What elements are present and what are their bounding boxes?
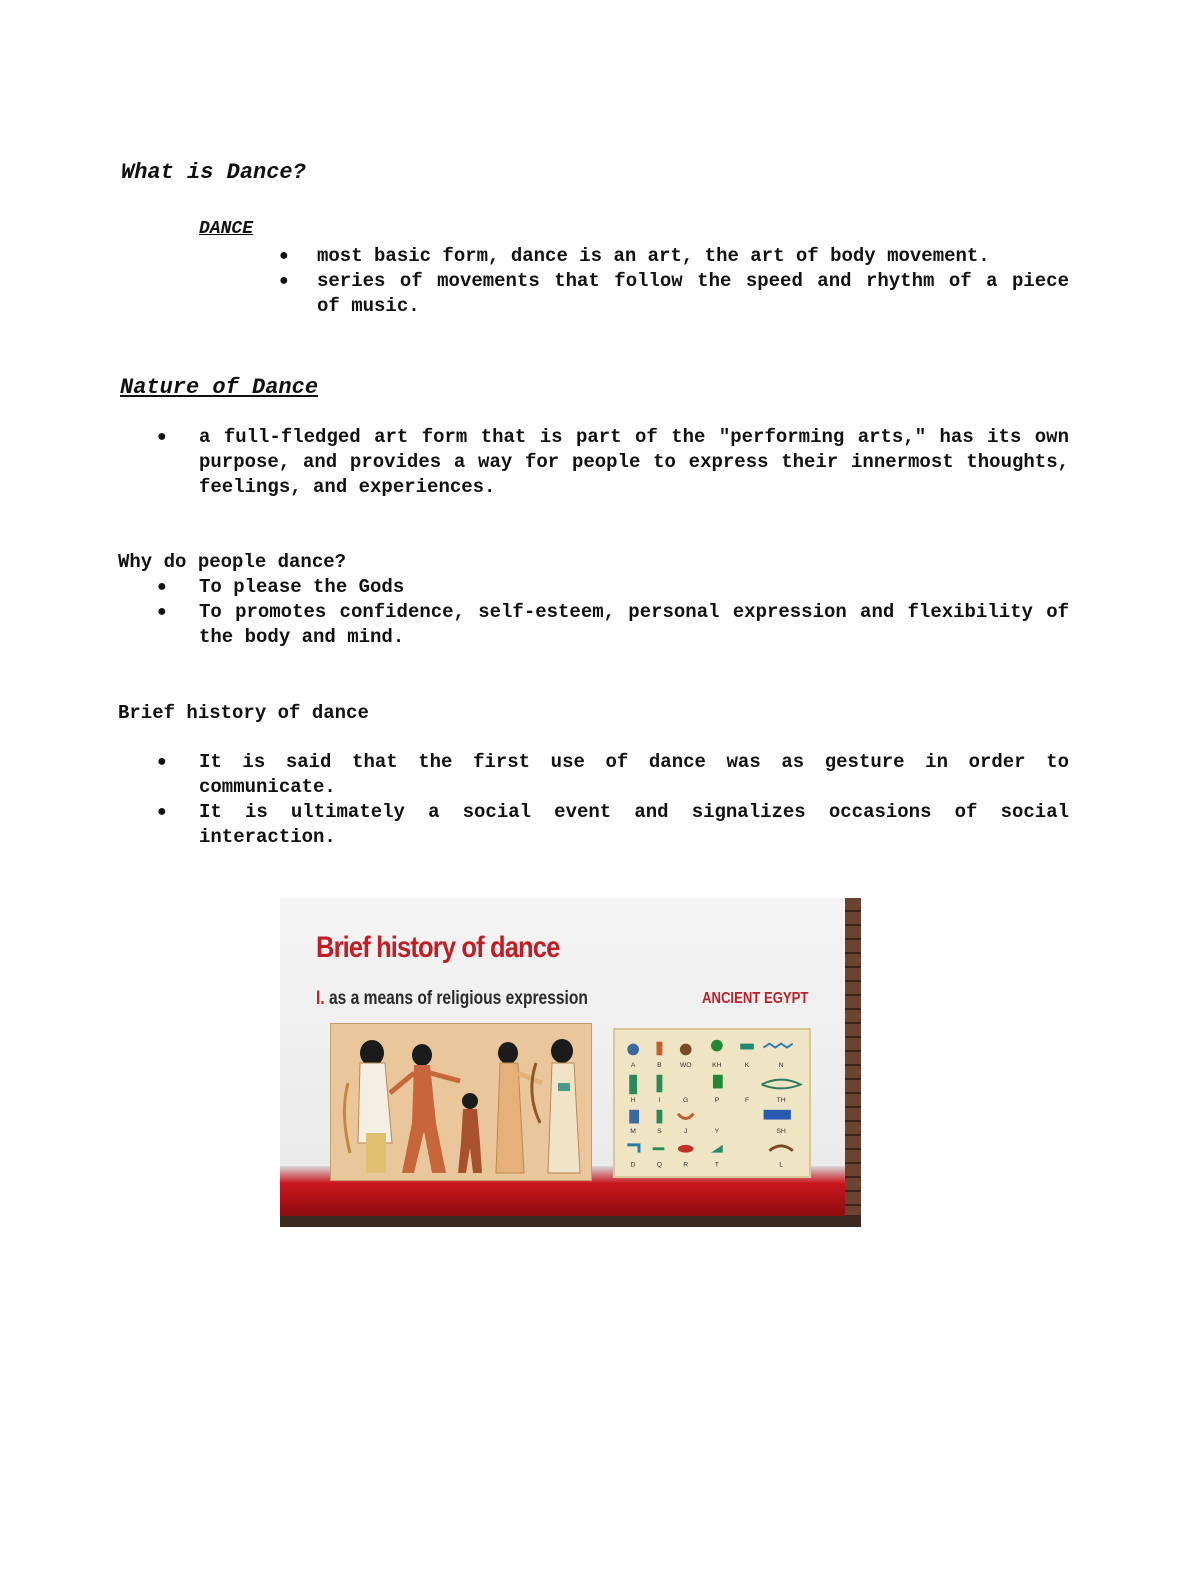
list-item: ● series of movements that follow the speed and rhythm of a piece of music. — [279, 270, 1069, 317]
slide-subtitle: I. as a means of religious expression — [316, 988, 588, 1009]
why-dance-list — [157, 575, 1069, 650]
heading-brief-history: Brief history of dance — [118, 702, 369, 724]
dance-definition-list — [279, 244, 1069, 319]
svg-text:P: P — [714, 1097, 720, 1105]
svg-text:Q: Q — [656, 1161, 663, 1169]
svg-text:Y: Y — [714, 1128, 720, 1136]
svg-text:D: D — [630, 1161, 636, 1169]
bullet-icon: ● — [279, 272, 289, 290]
list-item: ● It is said that the first use of dance was as gesture in order to communicate. — [157, 751, 1069, 798]
svg-text:WO: WO — [679, 1061, 692, 1069]
svg-text:M: M — [630, 1128, 636, 1136]
svg-text:B: B — [657, 1061, 662, 1069]
list-item: ● most basic form, dance is an art, the art of body movement. — [279, 245, 990, 267]
heading-why-dance: Why do people dance? — [118, 551, 347, 573]
slide-canvas — [280, 898, 845, 1216]
bullet-icon: ● — [157, 578, 167, 596]
list-item: ● To promotes confidence, self-esteem, personal expression and flexibility of the body and mind. — [157, 601, 1069, 648]
term-dance: DANCE — [199, 219, 254, 239]
svg-text:T: T — [714, 1161, 719, 1169]
list-item: ● It is ultimately a social event and signalizes occasions of social interaction. — [157, 801, 1069, 848]
slide-title: Brief history of dance — [316, 931, 560, 964]
bullet-icon: ● — [157, 603, 167, 621]
heading-what-is-dance: What is Dance? — [121, 160, 306, 185]
svg-text:R: R — [683, 1161, 689, 1169]
svg-text:F: F — [744, 1097, 750, 1105]
bullet-icon: ● — [157, 803, 167, 821]
svg-text:TH: TH — [776, 1097, 786, 1105]
svg-text:KH: KH — [712, 1061, 722, 1069]
svg-text:G: G — [683, 1097, 689, 1105]
nature-list — [157, 425, 1069, 500]
svg-text:K: K — [744, 1061, 750, 1069]
bullet-icon: ● — [157, 753, 167, 771]
svg-text:A: A — [630, 1061, 636, 1069]
history-list — [157, 750, 1069, 850]
list-item: ● a full-fledged art form that is part of the "performing arts," has its own purpose, and provides a way for people to express their innermost thoughts, feelings, and experiences. — [157, 426, 1069, 498]
slide-image — [280, 898, 861, 1227]
svg-text:L: L — [779, 1161, 783, 1169]
svg-text:H: H — [630, 1097, 636, 1105]
bullet-icon: ● — [279, 247, 289, 265]
bullet-icon: ● — [157, 428, 167, 446]
list-item: ● To please the Gods — [157, 576, 405, 598]
brick-wall-background — [845, 898, 861, 1227]
egyptian-dancers-mural — [330, 1023, 592, 1181]
svg-text:I: I — [658, 1097, 661, 1105]
slide-tag: ANCIENT EGYPT — [702, 990, 809, 1007]
svg-text:S: S — [657, 1128, 662, 1136]
svg-text:SH: SH — [776, 1128, 786, 1136]
slide-shadow — [280, 1215, 861, 1227]
heading-nature-of-dance: Nature of Dance — [120, 375, 319, 400]
svg-text:N: N — [778, 1061, 784, 1069]
svg-text:J: J — [684, 1128, 688, 1136]
hieroglyph-alphabet-chart — [613, 1028, 811, 1178]
